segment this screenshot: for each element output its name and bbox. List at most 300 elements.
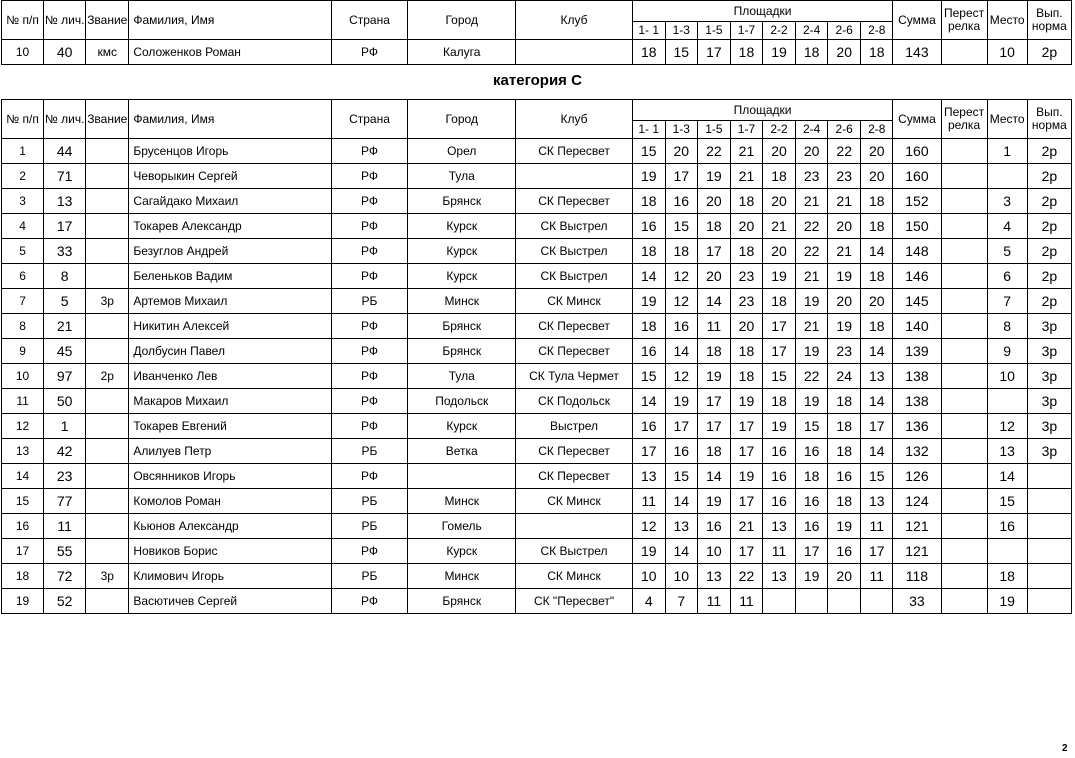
table-row	[2, 414, 1072, 439]
cell-place: 6	[987, 264, 1027, 289]
cell-club: СК Пересвет	[516, 439, 632, 464]
cell-site-score: 16	[828, 464, 861, 489]
cell-site-score: 16	[665, 189, 697, 214]
cell-site-score: 11	[763, 539, 796, 564]
cell-place: 10	[987, 40, 1027, 65]
cell-name: Долбусин Павел	[129, 339, 332, 364]
cell-site-score: 14	[697, 289, 730, 314]
cell-site-score: 21	[796, 264, 828, 289]
header-city: Город	[408, 1, 516, 40]
cell-name: Климович Игорь	[129, 564, 332, 589]
cell-lic: 42	[44, 439, 86, 464]
cell-club: СК Подольск	[516, 389, 632, 414]
cell-lic: 55	[44, 539, 86, 564]
cell-site-score	[763, 589, 796, 614]
cell-city	[408, 464, 516, 489]
cell-rank: 3р	[86, 289, 129, 314]
header-site-7: 2-6	[828, 22, 861, 40]
cell-site-score: 24	[828, 364, 861, 389]
table-row	[2, 289, 1072, 314]
category-title: категория С	[493, 72, 582, 89]
cell-name: Беленьков Вадим	[129, 264, 332, 289]
cell-rank	[86, 339, 129, 364]
cell-site-score: 16	[796, 514, 828, 539]
table-row	[2, 239, 1072, 264]
header-site-8: 2-8	[861, 22, 893, 40]
cell-site-score: 23	[796, 164, 828, 189]
cell-site-score: 13	[763, 564, 796, 589]
cell-shootoff	[941, 139, 987, 164]
cell-site-score: 19	[632, 289, 665, 314]
cell-lic: 8	[44, 264, 86, 289]
cell-site-score: 14	[632, 264, 665, 289]
header-shootoff: Перест релка	[941, 100, 987, 139]
cell-lic: 13	[44, 189, 86, 214]
cell-city: Курск	[408, 539, 516, 564]
cell-shootoff	[941, 189, 987, 214]
cell-site-score: 14	[665, 539, 697, 564]
cell-site-score: 18	[763, 289, 796, 314]
page-number: 2	[1062, 743, 1068, 754]
table-body-top	[2, 40, 1072, 65]
results-table-top	[1, 0, 1072, 65]
header-site-6: 2-4	[796, 121, 828, 139]
cell-shootoff	[941, 589, 987, 614]
cell-city: Подольск	[408, 389, 516, 414]
cell-site-score: 20	[828, 40, 861, 65]
cell-site-score: 16	[697, 514, 730, 539]
header-club: Клуб	[516, 100, 632, 139]
cell-site-score: 16	[796, 489, 828, 514]
cell-lic: 97	[44, 364, 86, 389]
cell-site-score: 12	[665, 364, 697, 389]
cell-site-score: 10	[632, 564, 665, 589]
cell-city: Орел	[408, 139, 516, 164]
cell-num: 18	[2, 564, 44, 589]
cell-site-score: 22	[796, 364, 828, 389]
cell-rank	[86, 264, 129, 289]
cell-site-score: 16	[632, 414, 665, 439]
cell-place: 3	[987, 189, 1027, 214]
cell-norm: 2р	[1027, 189, 1071, 214]
cell-club: СК Пересвет	[516, 314, 632, 339]
table-row	[2, 489, 1072, 514]
cell-num: 10	[2, 40, 44, 65]
cell-site-score: 21	[763, 214, 796, 239]
cell-site-score: 17	[861, 539, 893, 564]
table-row	[2, 539, 1072, 564]
cell-num: 9	[2, 339, 44, 364]
cell-site-score: 12	[632, 514, 665, 539]
cell-site-score: 16	[828, 539, 861, 564]
cell-site-score: 15	[665, 214, 697, 239]
cell-club: СК Минск	[516, 289, 632, 314]
header-name: Фамилия, Имя	[129, 1, 332, 40]
table-row	[2, 389, 1072, 414]
cell-site-score: 22	[697, 139, 730, 164]
cell-site-score: 18	[632, 314, 665, 339]
cell-site-score: 19	[796, 289, 828, 314]
cell-site-score: 17	[861, 414, 893, 439]
cell-sum: 160	[893, 139, 941, 164]
cell-sum: 150	[893, 214, 941, 239]
cell-country: РФ	[331, 189, 407, 214]
cell-place: 4	[987, 214, 1027, 239]
cell-site-score: 18	[632, 40, 665, 65]
cell-club: СК Пересвет	[516, 339, 632, 364]
cell-city: Гомель	[408, 514, 516, 539]
cell-lic: 71	[44, 164, 86, 189]
cell-num: 3	[2, 189, 44, 214]
cell-sum: 140	[893, 314, 941, 339]
cell-place: 10	[987, 364, 1027, 389]
cell-site-score: 18	[861, 314, 893, 339]
cell-site-score: 18	[697, 439, 730, 464]
cell-site-score: 18	[730, 40, 762, 65]
cell-site-score: 18	[861, 214, 893, 239]
cell-site-score: 19	[665, 389, 697, 414]
cell-site-score: 22	[796, 239, 828, 264]
cell-site-score: 13	[763, 514, 796, 539]
header-site-2: 1-3	[665, 22, 697, 40]
header-place: Место	[987, 1, 1027, 40]
cell-norm: 2р	[1027, 289, 1071, 314]
cell-site-score: 20	[861, 164, 893, 189]
cell-site-score: 14	[665, 489, 697, 514]
cell-site-score: 17	[730, 414, 762, 439]
cell-place: 7	[987, 289, 1027, 314]
cell-site-score: 17	[730, 539, 762, 564]
cell-site-score: 23	[730, 264, 762, 289]
cell-country: РФ	[331, 414, 407, 439]
cell-country: РБ	[331, 289, 407, 314]
cell-site-score: 15	[632, 139, 665, 164]
header-site-6: 2-4	[796, 22, 828, 40]
cell-club	[516, 164, 632, 189]
cell-num: 4	[2, 214, 44, 239]
cell-country: РФ	[331, 264, 407, 289]
table-row	[2, 139, 1072, 164]
cell-site-score: 20	[730, 314, 762, 339]
cell-sum: 121	[893, 514, 941, 539]
cell-site-score: 21	[730, 514, 762, 539]
cell-norm: 2р	[1027, 40, 1071, 65]
cell-country: РФ	[331, 239, 407, 264]
cell-norm: 3р	[1027, 414, 1071, 439]
cell-city: Курск	[408, 264, 516, 289]
cell-site-score: 19	[796, 564, 828, 589]
cell-site-score: 17	[796, 539, 828, 564]
header-site-3: 1-5	[697, 121, 730, 139]
cell-site-score: 16	[632, 339, 665, 364]
cell-site-score: 12	[665, 289, 697, 314]
cell-rank	[86, 439, 129, 464]
cell-place: 18	[987, 564, 1027, 589]
cell-club: СК Пересвет	[516, 189, 632, 214]
cell-shootoff	[941, 289, 987, 314]
cell-rank	[86, 139, 129, 164]
cell-place	[987, 164, 1027, 189]
cell-lic: 50	[44, 389, 86, 414]
cell-site-score: 19	[697, 489, 730, 514]
header-site-5: 2-2	[763, 22, 796, 40]
cell-site-score: 16	[665, 439, 697, 464]
cell-site-score: 18	[828, 414, 861, 439]
cell-sum: 139	[893, 339, 941, 364]
cell-club: СК Минск	[516, 489, 632, 514]
cell-site-score: 18	[828, 439, 861, 464]
cell-site-score: 23	[730, 289, 762, 314]
header-club: Клуб	[516, 1, 632, 40]
cell-rank: кмс	[86, 40, 129, 65]
cell-site-score: 11	[730, 589, 762, 614]
cell-club: СК Выстрел	[516, 239, 632, 264]
header-num: № п/п	[2, 1, 44, 40]
table-row	[2, 189, 1072, 214]
cell-site-score: 13	[697, 564, 730, 589]
cell-site-score: 19	[730, 389, 762, 414]
cell-site-score: 16	[665, 314, 697, 339]
cell-norm	[1027, 589, 1071, 614]
cell-site-score: 4	[632, 589, 665, 614]
cell-site-score: 17	[632, 439, 665, 464]
cell-site-score: 14	[861, 439, 893, 464]
cell-site-score: 18	[861, 189, 893, 214]
cell-num: 15	[2, 489, 44, 514]
cell-norm: 2р	[1027, 164, 1071, 189]
cell-site-score: 19	[763, 414, 796, 439]
cell-site-score: 17	[763, 314, 796, 339]
cell-site-score: 23	[828, 339, 861, 364]
cell-city: Брянск	[408, 189, 516, 214]
cell-sum: 118	[893, 564, 941, 589]
cell-site-score: 21	[828, 189, 861, 214]
cell-num: 5	[2, 239, 44, 264]
cell-sum: 138	[893, 389, 941, 414]
cell-site-score: 18	[763, 164, 796, 189]
cell-name: Артемов Михаил	[129, 289, 332, 314]
cell-sum: 136	[893, 414, 941, 439]
cell-rank	[86, 314, 129, 339]
cell-site-score: 10	[697, 539, 730, 564]
cell-site-score: 15	[665, 40, 697, 65]
cell-sum: 143	[893, 40, 941, 65]
cell-rank	[86, 539, 129, 564]
cell-shootoff	[941, 389, 987, 414]
cell-lic: 23	[44, 464, 86, 489]
header-rank: Звание	[86, 100, 129, 139]
cell-city: Калуга	[408, 40, 516, 65]
cell-site-score: 19	[763, 40, 796, 65]
cell-site-score: 18	[730, 189, 762, 214]
cell-site-score: 20	[730, 214, 762, 239]
cell-sum: 124	[893, 489, 941, 514]
cell-num: 8	[2, 314, 44, 339]
cell-site-score: 18	[796, 464, 828, 489]
cell-city: Курск	[408, 214, 516, 239]
cell-site-score: 21	[796, 189, 828, 214]
cell-name: Комолов Роман	[129, 489, 332, 514]
cell-site-score: 14	[861, 389, 893, 414]
cell-site-score: 18	[665, 239, 697, 264]
cell-shootoff	[941, 339, 987, 364]
cell-club: СК Выстрел	[516, 214, 632, 239]
cell-site-score: 10	[665, 564, 697, 589]
cell-site-score: 19	[828, 264, 861, 289]
cell-site-score: 18	[730, 364, 762, 389]
cell-place: 19	[987, 589, 1027, 614]
header-lic: № лич.	[44, 100, 86, 139]
cell-country: РФ	[331, 589, 407, 614]
cell-country: РФ	[331, 139, 407, 164]
cell-place: 1	[987, 139, 1027, 164]
cell-shootoff	[941, 40, 987, 65]
cell-norm: 3р	[1027, 339, 1071, 364]
cell-site-score: 20	[697, 189, 730, 214]
header-country: Страна	[331, 1, 407, 40]
cell-num: 14	[2, 464, 44, 489]
cell-num: 6	[2, 264, 44, 289]
cell-rank	[86, 214, 129, 239]
cell-city: Брянск	[408, 589, 516, 614]
cell-site-score: 21	[828, 239, 861, 264]
cell-country: РФ	[331, 389, 407, 414]
header-site-4: 1-7	[730, 22, 762, 40]
cell-site-score: 18	[828, 489, 861, 514]
table-row	[2, 514, 1072, 539]
header-site-2: 1-3	[665, 121, 697, 139]
cell-name: Васютичев Сергей	[129, 589, 332, 614]
cell-lic: 52	[44, 589, 86, 614]
cell-site-score: 16	[632, 214, 665, 239]
cell-site-score: 14	[861, 339, 893, 364]
cell-site-score: 16	[763, 464, 796, 489]
table-row	[2, 314, 1072, 339]
cell-norm: 2р	[1027, 239, 1071, 264]
cell-site-score: 20	[665, 139, 697, 164]
cell-site-score: 18	[697, 214, 730, 239]
header-sites: Площадки	[632, 100, 893, 121]
cell-site-score: 16	[796, 439, 828, 464]
cell-city: Курск	[408, 414, 516, 439]
cell-club: СК Тула Чермет	[516, 364, 632, 389]
cell-shootoff	[941, 314, 987, 339]
header-site-8: 2-8	[861, 121, 893, 139]
table-row	[2, 364, 1072, 389]
cell-lic: 21	[44, 314, 86, 339]
cell-site-score: 18	[861, 40, 893, 65]
cell-site-score: 20	[828, 564, 861, 589]
cell-city: Брянск	[408, 339, 516, 364]
cell-site-score: 20	[861, 139, 893, 164]
cell-sum: 132	[893, 439, 941, 464]
cell-site-score: 11	[697, 589, 730, 614]
cell-site-score: 22	[730, 564, 762, 589]
cell-club: СК "Пересвет"	[516, 589, 632, 614]
cell-name: Иванченко Лев	[129, 364, 332, 389]
table-row	[2, 589, 1072, 614]
cell-norm: 3р	[1027, 439, 1071, 464]
cell-site-score: 11	[697, 314, 730, 339]
cell-site-score: 15	[763, 364, 796, 389]
cell-site-score: 14	[861, 239, 893, 264]
table-row	[2, 339, 1072, 364]
cell-site-score: 20	[861, 289, 893, 314]
cell-site-score: 15	[796, 414, 828, 439]
cell-country: РФ	[331, 539, 407, 564]
cell-site-score: 16	[763, 439, 796, 464]
cell-num: 16	[2, 514, 44, 539]
cell-num: 1	[2, 139, 44, 164]
cell-site-score: 13	[632, 464, 665, 489]
cell-club: СК Минск	[516, 564, 632, 589]
cell-site-score: 20	[763, 189, 796, 214]
cell-site-score: 13	[861, 489, 893, 514]
cell-city: Курск	[408, 239, 516, 264]
cell-club: Выстрел	[516, 414, 632, 439]
header-country: Страна	[331, 100, 407, 139]
cell-site-score: 18	[632, 189, 665, 214]
cell-site-score: 18	[697, 339, 730, 364]
cell-rank	[86, 414, 129, 439]
cell-country: РБ	[331, 514, 407, 539]
cell-name: Кьюнов Александр	[129, 514, 332, 539]
cell-site-score: 19	[828, 314, 861, 339]
cell-lic: 5	[44, 289, 86, 314]
header-site-3: 1-5	[697, 22, 730, 40]
cell-lic: 77	[44, 489, 86, 514]
cell-site-score: 17	[697, 414, 730, 439]
cell-site-score: 15	[861, 464, 893, 489]
cell-sum: 152	[893, 189, 941, 214]
cell-name: Токарев Евгений	[129, 414, 332, 439]
cell-place: 15	[987, 489, 1027, 514]
cell-norm	[1027, 539, 1071, 564]
cell-lic: 1	[44, 414, 86, 439]
cell-country: РФ	[331, 214, 407, 239]
cell-country: РФ	[331, 464, 407, 489]
cell-name: Безуглов Андрей	[129, 239, 332, 264]
cell-site-score: 19	[796, 389, 828, 414]
cell-site-score: 18	[632, 239, 665, 264]
cell-lic: 44	[44, 139, 86, 164]
cell-lic: 45	[44, 339, 86, 364]
cell-site-score: 21	[796, 314, 828, 339]
cell-site-score: 7	[665, 589, 697, 614]
cell-club	[516, 514, 632, 539]
cell-site-score: 13	[861, 364, 893, 389]
cell-sum: 126	[893, 464, 941, 489]
cell-site-score: 18	[796, 40, 828, 65]
table-header	[2, 100, 1072, 139]
cell-num: 2	[2, 164, 44, 189]
cell-rank	[86, 389, 129, 414]
cell-site-score	[828, 589, 861, 614]
cell-country: РФ	[331, 40, 407, 65]
cell-sum: 33	[893, 589, 941, 614]
cell-rank: 3р	[86, 564, 129, 589]
header-sites: Площадки	[632, 1, 893, 22]
cell-site-score: 17	[730, 489, 762, 514]
cell-site-score: 18	[861, 264, 893, 289]
cell-site-score: 19	[763, 264, 796, 289]
header-site-1: 1- 1	[632, 22, 665, 40]
cell-site-score: 19	[796, 339, 828, 364]
cell-name: Новиков Борис	[129, 539, 332, 564]
cell-country: РФ	[331, 164, 407, 189]
cell-num: 11	[2, 389, 44, 414]
cell-rank	[86, 489, 129, 514]
